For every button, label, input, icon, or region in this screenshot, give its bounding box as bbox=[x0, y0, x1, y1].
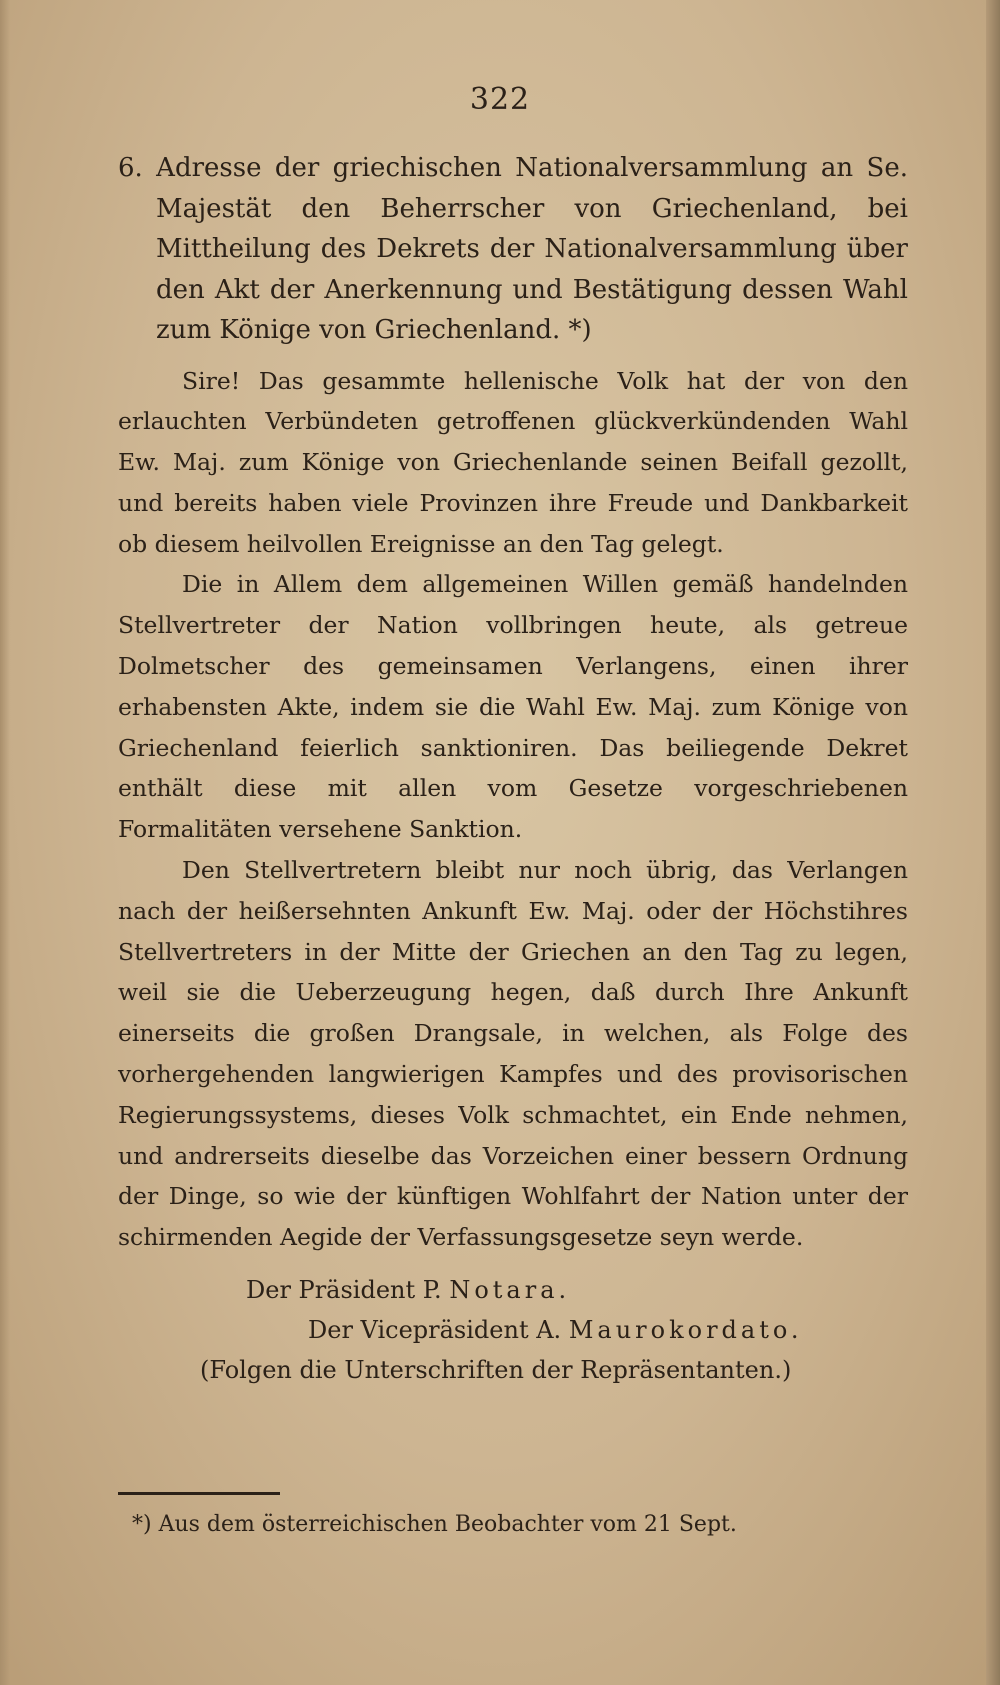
footnote-divider bbox=[118, 1492, 280, 1495]
president-name: Notara. bbox=[449, 1276, 571, 1305]
page-number: 322 bbox=[469, 82, 531, 117]
paragraph-representatives: Die in Allem dem allgemeinen Willen gemäß handelnden Stellvertreter der Nation vollbringen heute, als getreue Dolmetscher des gemeinsamen Verlangens, einen ihrer erhabensten Akte, indem sie die Wahl Ew. Maj. zum Könige von Griechenland feierlich sanktioniren. Das beiliegende Dekret enthält diese mit allen vom Gesetze vorgeschriebenen Formalitäten versehene Sanktion. bbox=[118, 570, 908, 844]
page-content bbox=[118, 148, 908, 1390]
paragraph-sire: Sire! Das gesammte hellenische Volk hat der von den erlauchten Verbündeten getroffenen glückverkündenden Wahl Ew. Maj. zum Könige von Griechenlande seinen Beifall gezollt, und bereits haben viele Provinzen ihre Freude und Dankbarkeit ob diesem heilvollen Ereignisse an den Tag gelegt. bbox=[118, 366, 908, 558]
president-title: Der Präsident P. bbox=[246, 1276, 442, 1305]
section-heading: 6. Adresse der griechischen Nationalversammlung an Se. Majestät den Beherrscher von Griechenland, bei Mittheilung des Dekrets der Nationalversammlung über den Akt der Anerkennung und Bestätigung dessen Wahl zum Könige von Griechenland. *) bbox=[118, 153, 908, 345]
vice-president-name: Maurokordato. bbox=[568, 1316, 803, 1345]
page-edge-left bbox=[0, 0, 10, 1685]
page-edge-right bbox=[986, 0, 1000, 1685]
signature-president bbox=[246, 1270, 908, 1310]
signature-vice-president bbox=[308, 1310, 908, 1350]
footnote: *) Aus dem österreichischen Beobachter vom 21 Sept. bbox=[132, 1512, 737, 1537]
signatures-note: (Folgen die Unterschriften der Repräsentanten.) bbox=[200, 1356, 792, 1385]
vice-president-title: Der Vicepräsident A. bbox=[308, 1316, 562, 1345]
paragraph-arrival: Den Stellvertretern bleibt nur noch übrig, das Verlangen nach der heißersehnten Ankunft Ew. Maj. oder der Höchstihres Stellvertreters in der Mitte der Griechen an den Tag zu legen, weil sie die Ueberzeugung hegen, daß durch Ihre Ankunft einerseits die großen Drangsale, in welchen, als Folge des vorhergehenden langwierigen Kampfes und des provisorischen Regierungssystems, dieses Volk schmachtet, ein Ende nehmen, und andrerseits dieselbe das Vorzeichen einer bessern Ordnung der Dinge, so wie der künftigen Wohlfahrt der Nation unter der schirmenden Aegide der Verfassungsgesetze seyn werde. bbox=[118, 856, 908, 1252]
